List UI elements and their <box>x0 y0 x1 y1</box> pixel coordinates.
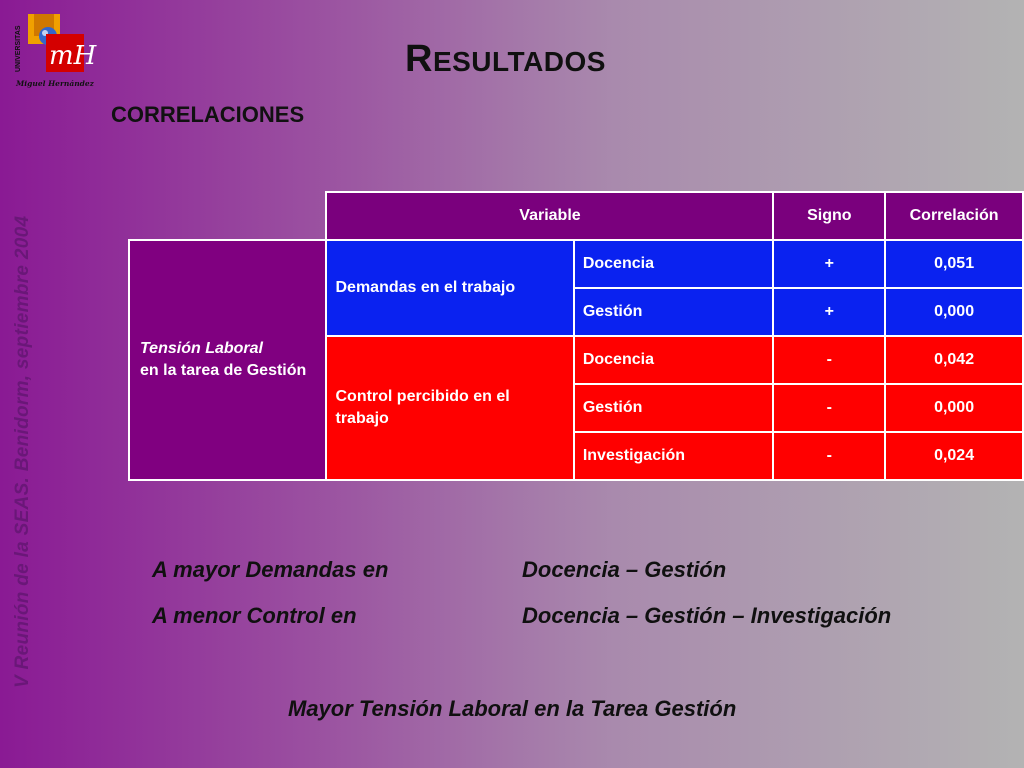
group-label-control: Control percibido en el trabajo <box>326 336 573 480</box>
sign-cell: - <box>773 384 885 432</box>
sub-variable: Gestión <box>574 288 774 336</box>
page-title-initial: R <box>405 38 433 80</box>
sub-variable: Docencia <box>574 336 774 384</box>
sub-variable: Investigación <box>574 432 774 480</box>
sub-variable: Docencia <box>574 240 774 288</box>
conference-vertical-text: V Reunión de la SEAS. Benidorm, septiembre 2004 <box>12 215 33 688</box>
sign-cell: - <box>773 432 885 480</box>
correlation-value: 0,000 <box>885 288 1023 336</box>
conclusion-line <box>152 557 992 603</box>
section-subtitle: CORRELACIONES <box>111 102 305 127</box>
sign-cell: - <box>773 336 885 384</box>
correlation-value: 0,024 <box>885 432 1023 480</box>
logo-monogram: mH <box>49 41 97 71</box>
correlation-value: 0,000 <box>885 384 1023 432</box>
university-logo <box>12 12 97 90</box>
table-header-row <box>129 192 1023 240</box>
conclusions-block <box>152 557 992 649</box>
row-label-rest: en la tarea de Gestión <box>140 362 307 379</box>
page-title <box>405 38 606 81</box>
conclusion-right: Docencia – Gestión <box>522 557 727 582</box>
conclusion-right: Docencia – Gestión – Investigación <box>522 603 892 628</box>
group-label-demandas: Demandas en el trabajo <box>326 240 573 336</box>
logo-caption: Miguel Hernández <box>16 79 94 88</box>
conclusion-left: A menor Control en <box>152 603 357 628</box>
header-correlacion: Correlación <box>885 192 1023 240</box>
sign-cell: + <box>773 288 885 336</box>
final-statement: Mayor Tensión Laboral en la Tarea Gestión <box>288 696 737 721</box>
conclusion-left: A mayor Demandas en <box>152 557 389 582</box>
header-variable: Variable <box>326 192 773 240</box>
correlation-table <box>128 191 1024 481</box>
conclusion-line <box>152 603 992 649</box>
table-corner-blank <box>129 192 326 240</box>
page-title-rest: ESULTADOS <box>432 46 606 77</box>
correlation-value: 0,051 <box>885 240 1023 288</box>
row-label-italic: Tensión Laboral <box>140 340 263 357</box>
logo-org-text: UNIVERSITAS <box>15 25 22 72</box>
sign-cell: + <box>773 240 885 288</box>
correlation-value: 0,042 <box>885 336 1023 384</box>
row-label-tension <box>129 240 326 480</box>
table-row <box>129 240 1023 288</box>
header-signo: Signo <box>773 192 885 240</box>
sub-variable: Gestión <box>574 384 774 432</box>
